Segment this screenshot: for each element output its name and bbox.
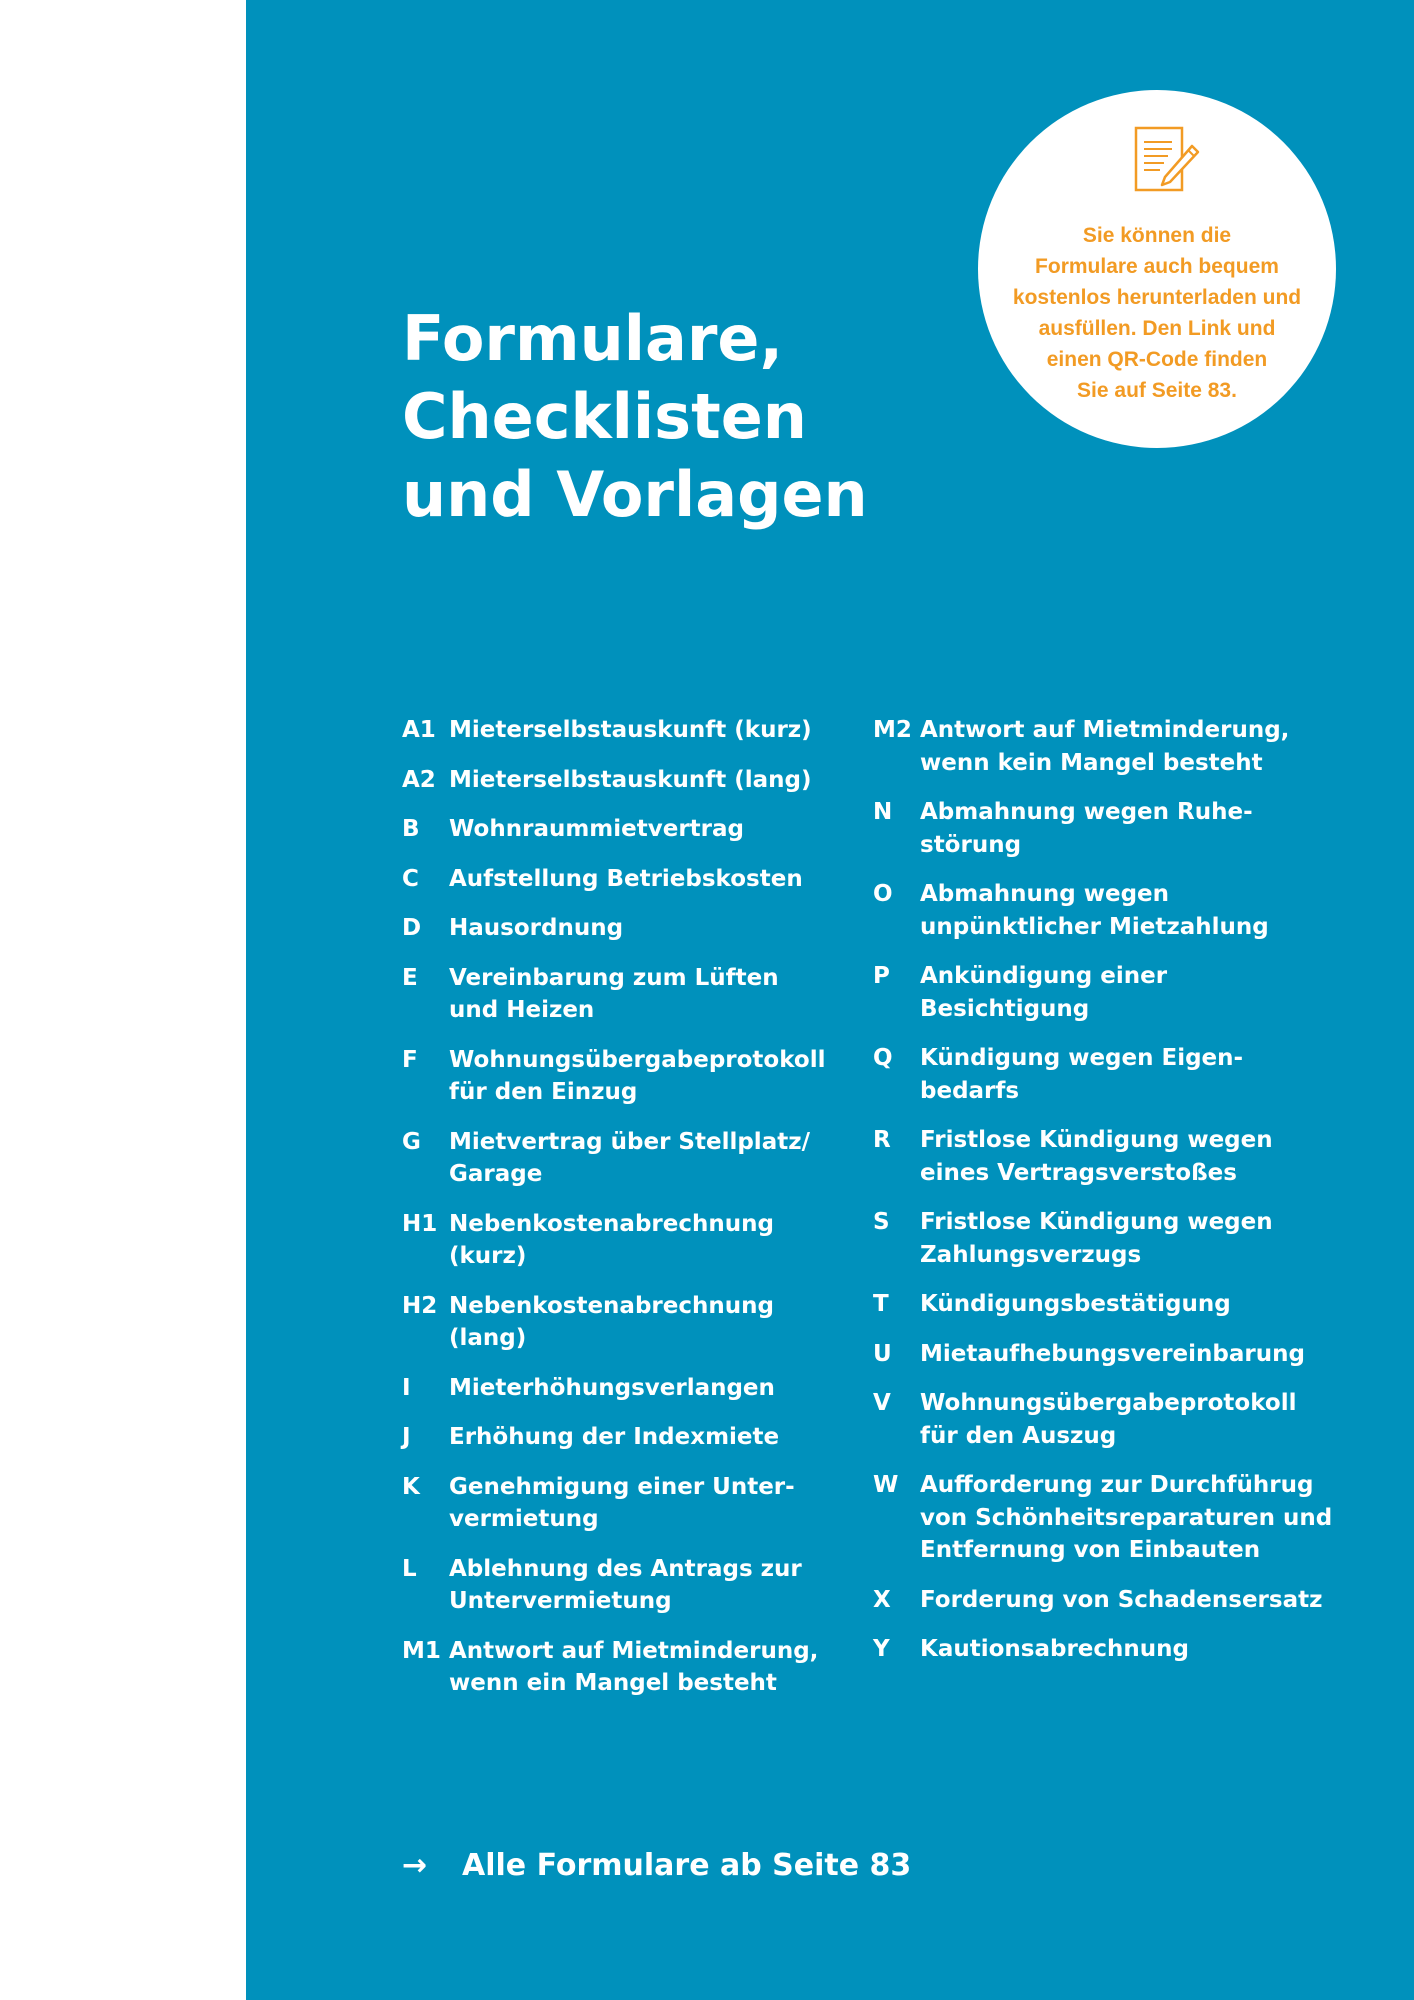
form-label-line: Fristlose Kündigung wegen bbox=[920, 1209, 1273, 1235]
form-label bbox=[920, 1206, 1323, 1271]
form-label bbox=[920, 1387, 1323, 1452]
form-item-a2 bbox=[402, 764, 822, 797]
form-item-g bbox=[402, 1126, 822, 1191]
form-label bbox=[449, 1208, 822, 1273]
form-label-line: Aufforderung zur Durchführug bbox=[920, 1472, 1314, 1498]
form-code: M2 bbox=[873, 717, 912, 743]
title-line: Formulare, bbox=[402, 302, 784, 375]
form-label-line: Mietvertrag über Stellplatz/ bbox=[449, 1128, 810, 1155]
form-code: P bbox=[873, 963, 890, 989]
form-code: I bbox=[402, 1374, 411, 1401]
form-label bbox=[449, 1553, 822, 1618]
form-label-line: Ablehnung des Antrags zur bbox=[449, 1555, 802, 1582]
form-item-u bbox=[873, 1338, 1323, 1371]
forms-page-reference bbox=[402, 1848, 911, 1883]
form-label bbox=[449, 714, 822, 747]
form-item-w bbox=[873, 1469, 1333, 1567]
form-code: O bbox=[873, 881, 893, 907]
form-label-line: Vereinbarung zum Lüften bbox=[449, 964, 779, 991]
form-label-line: Kündigung wegen Eigen- bbox=[920, 1045, 1244, 1071]
form-label-line: Entfernung von Einbauten bbox=[920, 1537, 1261, 1563]
form-label-line: Abmahnung wegen bbox=[920, 881, 1170, 907]
form-label bbox=[449, 1635, 822, 1700]
form-code: H2 bbox=[402, 1292, 438, 1319]
form-label bbox=[449, 1372, 822, 1405]
form-code: Q bbox=[873, 1045, 893, 1071]
callout-text bbox=[998, 220, 1316, 406]
page-title bbox=[402, 300, 868, 534]
form-code: D bbox=[402, 915, 422, 941]
callout-line: kostenlos herunterladen und bbox=[1012, 286, 1302, 309]
form-code: C bbox=[402, 865, 419, 892]
form-label-line: Wohnraummietvertrag bbox=[449, 816, 745, 842]
form-item-o bbox=[873, 878, 1323, 943]
form-label-line: wenn kein Mangel besteht bbox=[920, 749, 1263, 776]
form-label-line: Aufstellung Betriebskosten bbox=[449, 865, 803, 892]
form-code: H1 bbox=[402, 1210, 438, 1237]
form-list-left bbox=[402, 714, 826, 1717]
document-pen-icon bbox=[1130, 124, 1202, 196]
callout-line: Formulare auch bequem bbox=[1035, 255, 1279, 278]
form-item-p bbox=[873, 960, 1323, 1025]
callout-line: ausfüllen. Den Link und bbox=[1038, 317, 1276, 340]
form-label-line: Erhöhung der Indexmiete bbox=[449, 1424, 780, 1450]
form-code: U bbox=[873, 1340, 892, 1367]
form-label-line: Fristlose Kündigung wegen bbox=[920, 1127, 1273, 1153]
download-callout bbox=[978, 90, 1336, 448]
arrow-right-icon: → bbox=[402, 1848, 428, 1883]
form-label-line: Hausordnung bbox=[449, 915, 624, 941]
title-line: und Vorlagen bbox=[402, 458, 868, 531]
form-item-j bbox=[402, 1421, 822, 1454]
form-code: K bbox=[402, 1473, 420, 1500]
content-page bbox=[246, 0, 1414, 2000]
form-label-line: vermietung bbox=[449, 1506, 599, 1532]
form-label-line: Nebenkostenabrechnung bbox=[449, 1210, 774, 1237]
form-label bbox=[920, 714, 1323, 779]
form-label bbox=[920, 960, 1323, 1025]
form-item-f bbox=[402, 1044, 826, 1109]
form-item-m1 bbox=[402, 1635, 822, 1700]
form-item-q bbox=[873, 1042, 1323, 1107]
form-label bbox=[449, 1421, 822, 1454]
form-item-b bbox=[402, 813, 822, 846]
form-item-k bbox=[402, 1471, 822, 1536]
form-item-m2 bbox=[873, 714, 1323, 779]
form-label bbox=[920, 1469, 1332, 1567]
form-code: M1 bbox=[402, 1637, 441, 1664]
form-list-right bbox=[873, 714, 1333, 1683]
form-item-v bbox=[873, 1387, 1323, 1452]
form-label-line: Kautionsabrechnung bbox=[920, 1636, 1189, 1662]
form-item-e bbox=[402, 962, 822, 1027]
form-code: J bbox=[402, 1424, 411, 1450]
form-label bbox=[920, 878, 1323, 943]
form-label-line: unpünktlicher Mietzahlung bbox=[920, 913, 1269, 940]
form-label-line: Mieterselbstauskunft (kurz) bbox=[449, 717, 812, 743]
form-item-t bbox=[873, 1288, 1323, 1321]
form-label bbox=[920, 1042, 1323, 1107]
form-item-n bbox=[873, 796, 1323, 861]
form-label bbox=[920, 1338, 1323, 1371]
form-item-s bbox=[873, 1206, 1323, 1271]
form-label-line: Nebenkostenabrechnung bbox=[449, 1292, 774, 1319]
form-code: S bbox=[873, 1209, 890, 1235]
form-label-line: Besichtigung bbox=[920, 995, 1090, 1022]
form-label-line: Wohnungsübergabeprotokoll bbox=[449, 1046, 826, 1073]
form-label-line: für den Einzug bbox=[449, 1079, 638, 1105]
form-code: G bbox=[402, 1128, 421, 1155]
form-label-line: Mieterhöhungsverlangen bbox=[449, 1374, 775, 1401]
form-label-line: für den Auszug bbox=[920, 1422, 1117, 1449]
form-item-c bbox=[402, 863, 822, 896]
form-code: Y bbox=[873, 1636, 890, 1662]
form-code: N bbox=[873, 799, 893, 825]
form-code: X bbox=[873, 1586, 891, 1613]
form-code: W bbox=[873, 1472, 899, 1498]
form-label-line: Forderung von Schadensersatz bbox=[920, 1586, 1323, 1613]
form-item-r bbox=[873, 1124, 1323, 1189]
form-item-d bbox=[402, 912, 822, 945]
form-label bbox=[449, 813, 822, 846]
form-label-line: von Schönheitsreparaturen und bbox=[920, 1504, 1333, 1531]
form-item-x bbox=[873, 1584, 1323, 1617]
form-label bbox=[449, 764, 822, 797]
callout-line: Sie können die bbox=[1082, 224, 1232, 247]
form-label bbox=[920, 796, 1323, 861]
form-label-line: störung bbox=[920, 831, 1022, 858]
form-code: V bbox=[873, 1390, 891, 1416]
form-label-line: Ankündigung einer bbox=[920, 963, 1168, 989]
form-item-l bbox=[402, 1553, 822, 1618]
form-label bbox=[449, 863, 822, 896]
callout-line: Sie auf Seite 83. bbox=[1077, 379, 1237, 402]
form-code: A2 bbox=[402, 766, 436, 793]
form-item-i bbox=[402, 1372, 822, 1405]
form-label bbox=[449, 1126, 822, 1191]
form-label-line: Abmahnung wegen Ruhe- bbox=[920, 799, 1253, 825]
form-label-line: Mieterselbstauskunft (lang) bbox=[449, 766, 812, 793]
callout-line: einen QR-Code finden bbox=[1046, 348, 1268, 371]
form-label-line: Antwort auf Mietminderung, bbox=[449, 1637, 819, 1664]
form-label bbox=[920, 1124, 1323, 1189]
form-label-line: eines Vertragsverstoßes bbox=[920, 1159, 1237, 1186]
form-label bbox=[449, 1290, 822, 1355]
form-label-line: Kündigungsbestätigung bbox=[920, 1291, 1231, 1317]
form-label-line: Genehmigung einer Unter- bbox=[449, 1473, 795, 1500]
form-code: R bbox=[873, 1127, 891, 1153]
form-label-line: (kurz) bbox=[449, 1243, 527, 1269]
form-label bbox=[449, 1471, 822, 1536]
form-label-line: Untervermietung bbox=[449, 1588, 672, 1614]
form-label bbox=[449, 912, 822, 945]
form-label bbox=[449, 962, 822, 1027]
form-label-line: Mietaufhebungsvereinbarung bbox=[920, 1340, 1305, 1367]
form-code: A1 bbox=[402, 717, 436, 743]
form-label-line: Wohnungsübergabeprotokoll bbox=[920, 1390, 1297, 1416]
form-code: E bbox=[402, 964, 418, 991]
form-code: B bbox=[402, 816, 420, 842]
forms-page-reference-text: Alle Formulare ab Seite 83 bbox=[462, 1848, 912, 1883]
form-label-line: und Heizen bbox=[449, 997, 595, 1023]
form-item-y bbox=[873, 1633, 1323, 1666]
form-item-a1 bbox=[402, 714, 822, 747]
form-item-h1 bbox=[402, 1208, 822, 1273]
form-label-line: (lang) bbox=[449, 1325, 527, 1351]
form-code: L bbox=[402, 1555, 417, 1582]
form-item-h2 bbox=[402, 1290, 822, 1355]
form-label-line: Zahlungsverzugs bbox=[920, 1241, 1142, 1268]
form-label-line: wenn ein Mangel besteht bbox=[449, 1670, 777, 1696]
form-label bbox=[920, 1288, 1323, 1321]
form-code: F bbox=[402, 1046, 418, 1073]
title-line: Checklisten bbox=[402, 380, 807, 453]
form-label bbox=[920, 1633, 1323, 1666]
form-label bbox=[449, 1044, 825, 1109]
form-code: T bbox=[873, 1291, 889, 1317]
form-label-line: Garage bbox=[449, 1161, 543, 1187]
form-label bbox=[920, 1584, 1323, 1617]
form-label-line: bedarfs bbox=[920, 1077, 1020, 1104]
form-label-line: Antwort auf Mietminderung, bbox=[920, 717, 1290, 743]
